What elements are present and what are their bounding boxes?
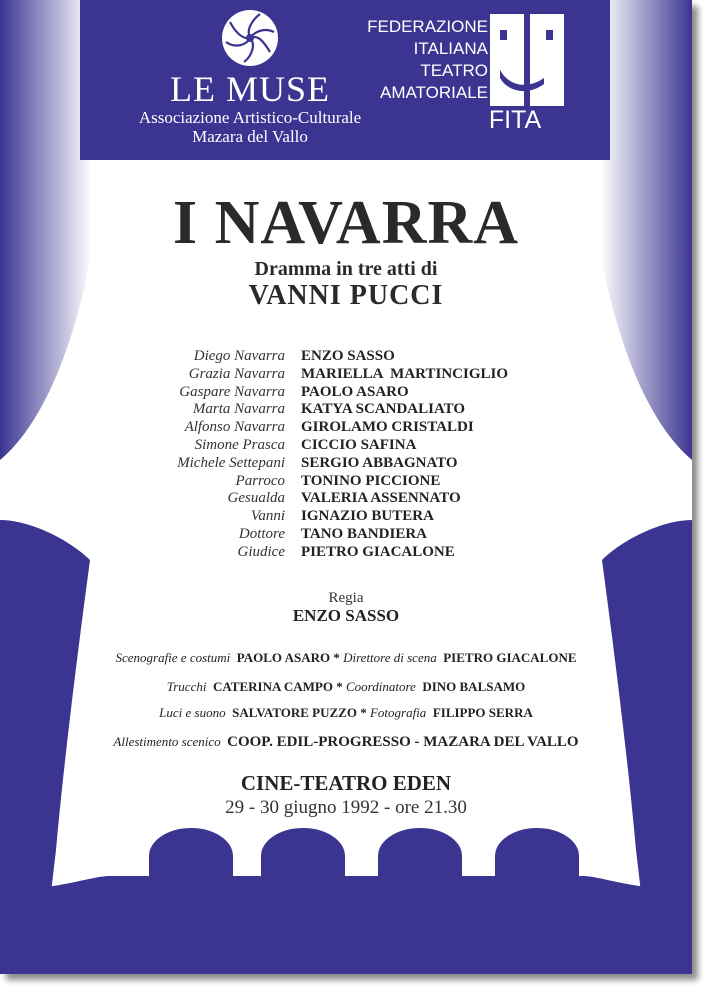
- federation-name: [352, 16, 488, 104]
- cast-actor: VALERIA ASSENNATO: [301, 490, 461, 507]
- fed-line4: AMATORIALE: [379, 83, 488, 102]
- cast-actor: CICCIO SAFINA: [301, 436, 417, 453]
- cast-actor: SERGIO ABBAGNATO: [301, 454, 458, 471]
- direttore-name: PIETRO GIACALONE: [443, 650, 577, 665]
- venue-name: CINE-TEATRO EDEN: [240, 771, 452, 795]
- cast-role: Alfonso Navarra: [184, 419, 285, 436]
- play-subtitle: Dramma in tre atti di: [254, 258, 438, 280]
- credit-line-3: [0, 705, 692, 721]
- cast-role: Giudice: [237, 543, 285, 560]
- cast-role: Vanni: [250, 508, 285, 525]
- direttore-label: Direttore di scena: [343, 650, 437, 665]
- coordinatore-label: Coordinatore: [345, 679, 416, 694]
- cast-row: [0, 508, 692, 526]
- scenografie-label: Scenografie e costumi: [115, 650, 231, 665]
- cast-row: [0, 455, 692, 473]
- scenografie-name: PAOLO ASARO: [236, 650, 331, 665]
- credit-line-2: [0, 679, 692, 695]
- coordinatore-name: DINO BALSAMO: [422, 679, 526, 694]
- allestimento-name: COOP. EDIL-PROGRESSO - MAZARA DEL VALLO: [227, 734, 579, 750]
- cast-row: [0, 526, 692, 544]
- cast-actor: KATYA SCANDALIATO: [301, 401, 466, 418]
- cast-row: [0, 437, 692, 455]
- le-muse-logo: [222, 10, 278, 66]
- credit-line-4: [0, 734, 692, 751]
- cast-row: [0, 401, 692, 419]
- allestimento-label: Allestimento scenico: [113, 734, 221, 749]
- trucchi-label: Trucchi: [166, 679, 207, 694]
- trucchi-name: CATERINA CAMPO: [212, 679, 333, 694]
- play-title: I NAVARRA: [172, 189, 520, 257]
- org-subtitle: [100, 108, 400, 146]
- cast-row: [0, 544, 692, 562]
- cast-actor: IGNAZIO BUTERA: [301, 508, 434, 525]
- org-line2: Mazara del Vallo: [192, 127, 308, 146]
- cast-row: [0, 490, 692, 508]
- cast-role: Grazia Navarra: [188, 365, 285, 382]
- org-name: LE MUSE: [170, 69, 330, 109]
- cast-row: [0, 384, 692, 402]
- org-line1: Associazione Artistico-Culturale: [138, 108, 362, 127]
- cast-role: Marta Navarra: [192, 401, 285, 418]
- fotografia-name: FILIPPO SERRA: [432, 705, 533, 720]
- direction-name: ENZO SASSO: [292, 606, 400, 625]
- federation-acronym: FITA: [488, 106, 542, 134]
- luci-label: Luci e suono: [159, 705, 226, 720]
- play-author: VANNI PUCCI: [248, 280, 444, 311]
- cast-list: [0, 348, 692, 562]
- cast-actor: TONINO PICCIONE: [301, 472, 441, 489]
- fotografia-label: Fotografia: [369, 705, 427, 720]
- audience-silhouettes: [0, 828, 692, 974]
- cast-actor: ENZO SASSO: [301, 348, 395, 364]
- fita-mask-logo: [490, 14, 564, 106]
- cast-actor: TANO BANDIERA: [301, 525, 427, 542]
- fed-line3: TEATRO: [420, 61, 488, 80]
- fed-line2: ITALIANA: [413, 39, 488, 58]
- cast-actor: GIROLAMO CRISTALDI: [301, 419, 474, 436]
- separator: *: [336, 679, 343, 694]
- cast-actor: PAOLO ASARO: [301, 383, 409, 400]
- cast-role: Diego Navarra: [193, 348, 285, 364]
- cast-actor: MARIELLA MARTINCIGLIO: [301, 365, 508, 382]
- luci-name: SALVATORE PUZZO: [232, 705, 357, 720]
- separator: *: [333, 650, 340, 665]
- cast-role: Parroco: [235, 472, 285, 489]
- cast-row: [0, 419, 692, 437]
- cast-row: [0, 473, 692, 491]
- cast-role: Gaspare Navarra: [179, 383, 285, 400]
- cast-role: Dottore: [238, 525, 285, 542]
- cast-row: [0, 348, 692, 366]
- credit-line-1: [0, 650, 692, 666]
- cast-actor: PIETRO GIACALONE: [301, 543, 455, 560]
- cast-row: [0, 366, 692, 384]
- cast-role: Gesualda: [227, 490, 285, 507]
- cast-role: Simone Prasca: [194, 436, 285, 453]
- venue-dates: 29 - 30 giugno 1992 - ore 21.30: [225, 797, 467, 818]
- separator: *: [360, 705, 367, 720]
- cast-role: Michele Settepani: [177, 454, 285, 471]
- direction-label: Regia: [328, 590, 364, 606]
- fed-line1: FEDERAZIONE: [367, 17, 488, 36]
